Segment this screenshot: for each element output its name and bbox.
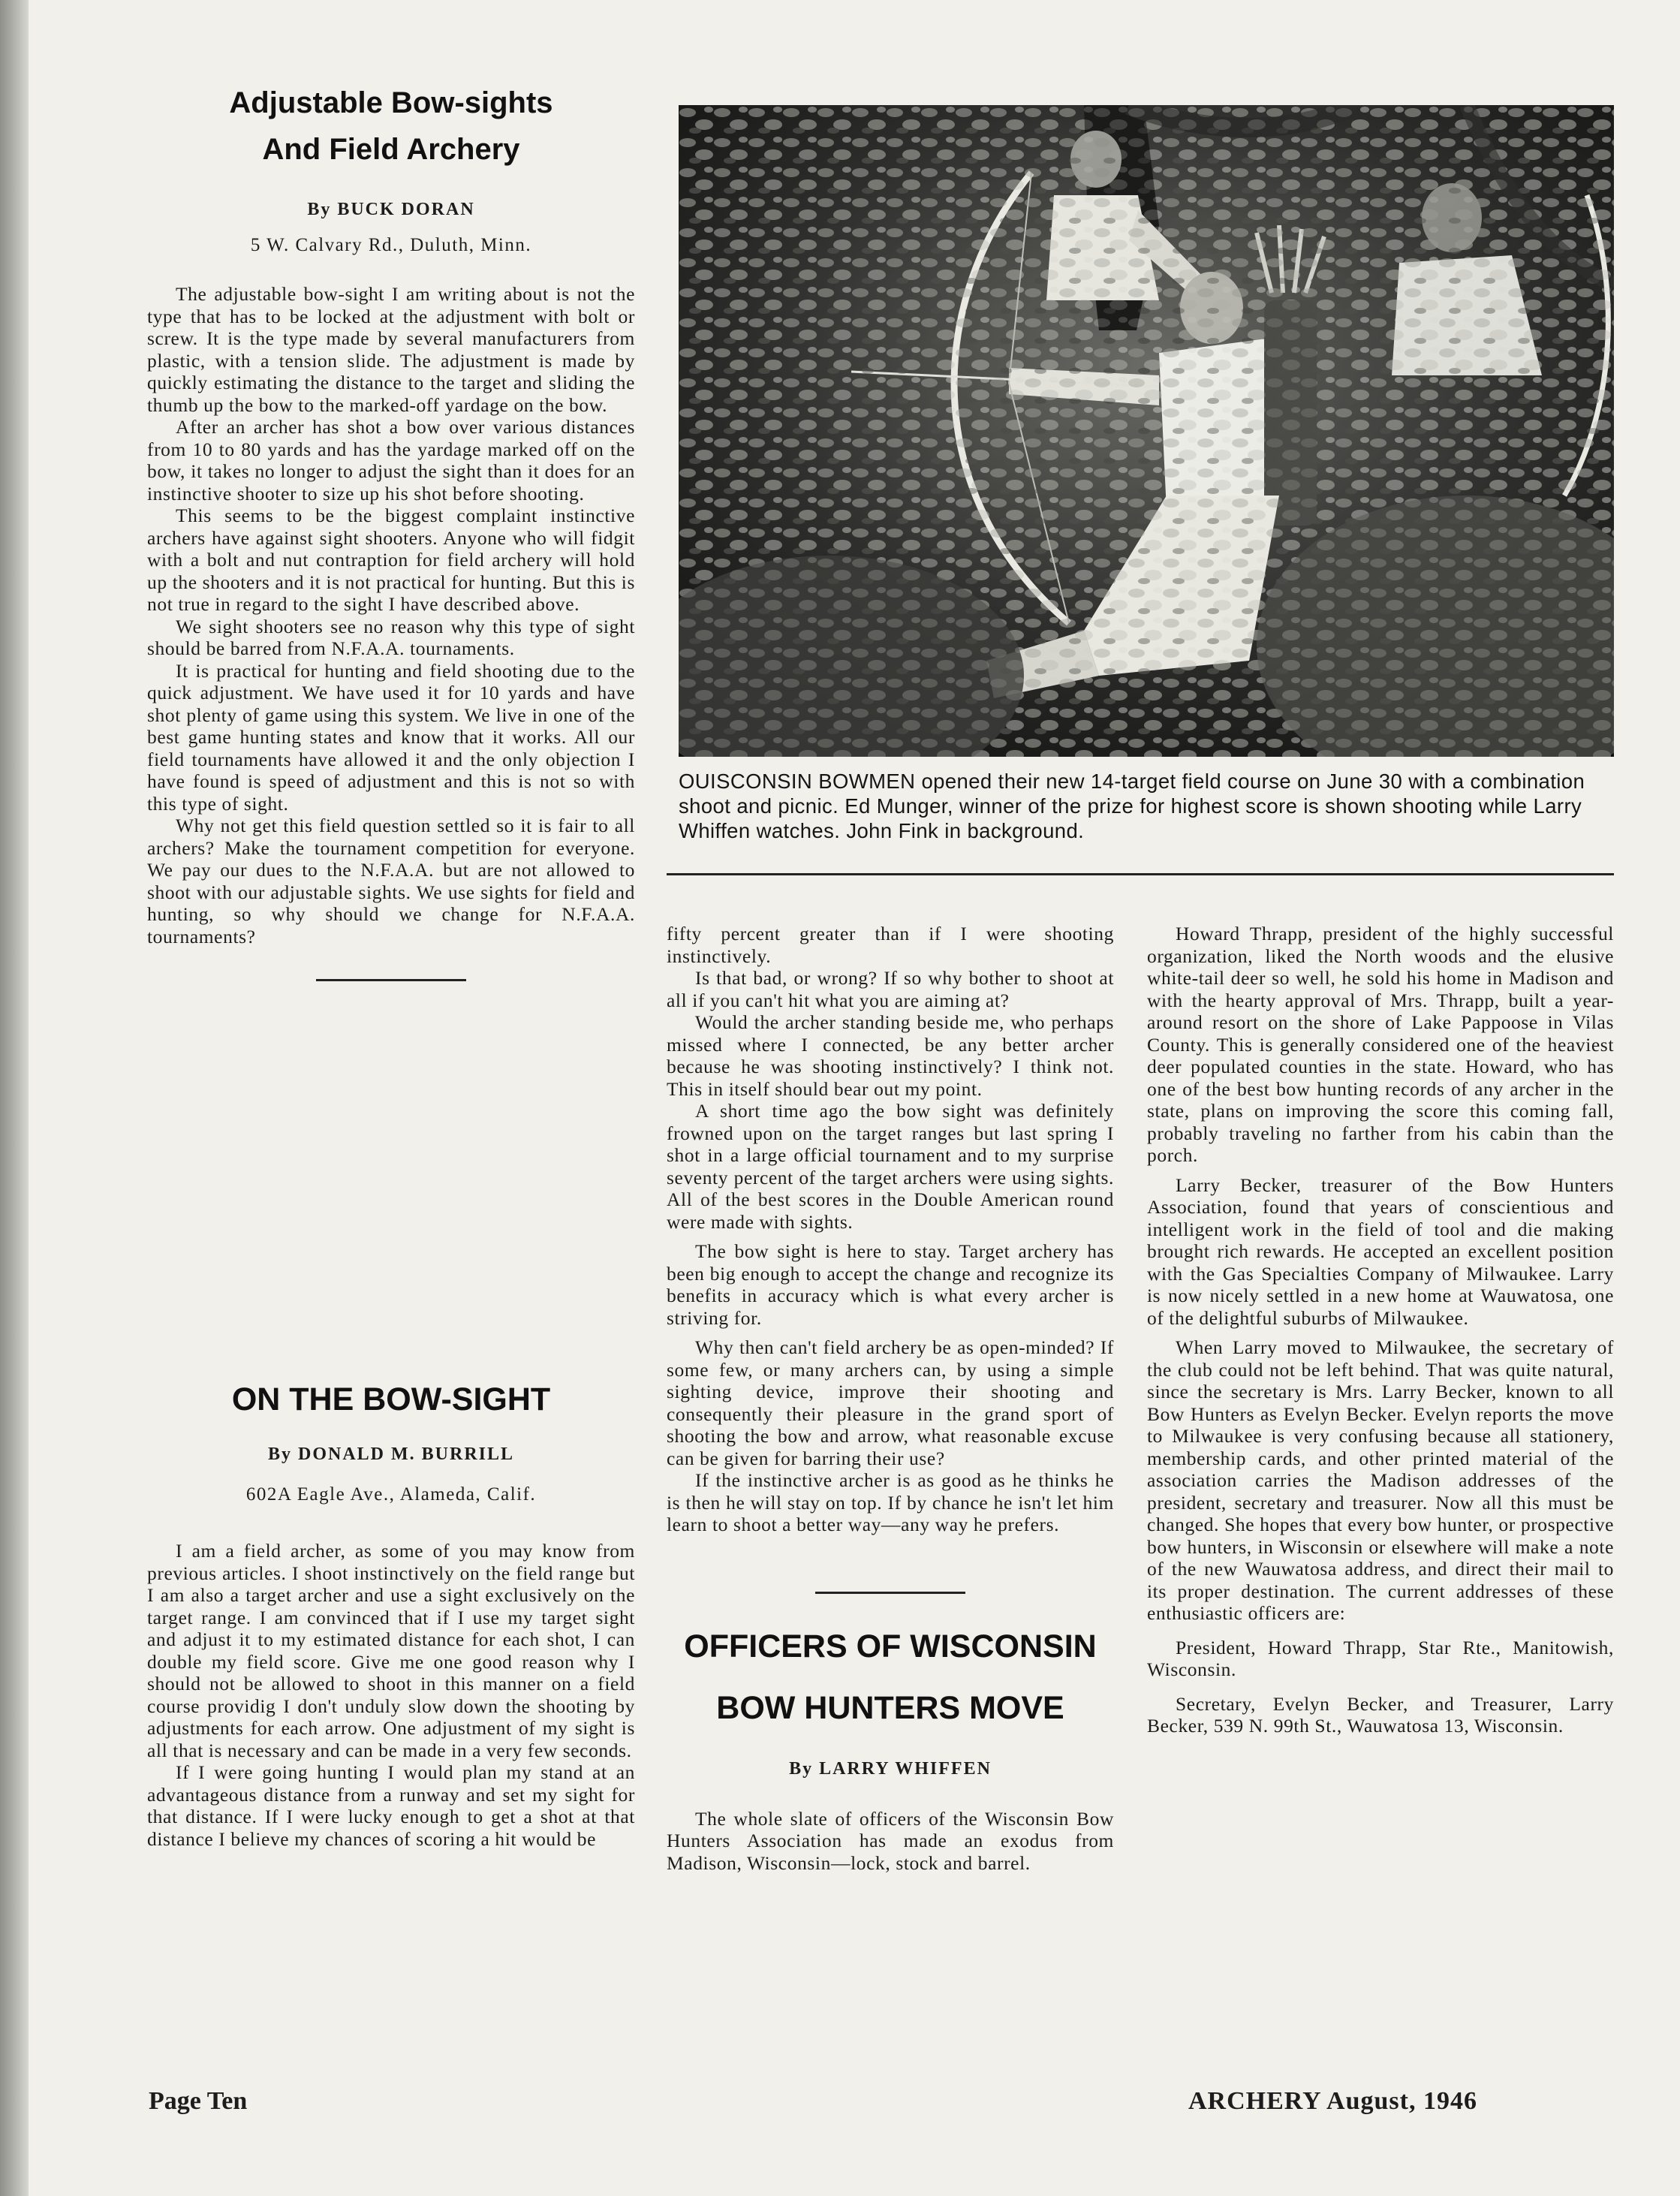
caption-divider: [667, 873, 1614, 875]
article3-paragraph: Howard Thrapp, president of the highly successful organization, liked the North woods and the elusive white-tail deer so well, he sold his home in Madison and with the hearty approval of Mrs. Thrapp, built a year-around resort on the shore of Lake Pappoose in Vilas County. This is generally considered one of the heaviest deer populated counties in the state. Howard, who has one of the best bow hunting records of any archer in the state, plans on improving the score this coming fall, probably traveling no farther from his cabin than the porch.: [1147, 923, 1614, 1166]
article3-paragraph: The whole slate of officers of the Wisconsin Bow Hunters Association has made an exodus from Madison, Wisconsin—lock, stock and barrel.: [667, 1807, 1114, 1874]
article1-paragraph: This seems to be the biggest complaint instinctive archers have against sight shooters. Anyone who will fidgit with a bolt and nut contraption for field archery will hold up the shooters and it is not practical for hunting. But this is not true in regard to the sight I have described above.: [147, 505, 635, 615]
article2-address: 602A Eagle Ave., Alameda, Calif.: [245, 1484, 537, 1505]
magazine-page: [29, 0, 1680, 2196]
article3-paragraph: When Larry moved to Milwaukee, the secretary of the club could not be left behind. That was quite natural, since the secretary is Mrs. Larry Becker, known to all Bow Hunters as Evelyn Becker. Evelyn reports the move to Milwaukee is very confusing because all stationery, membership cards, and other printed material of the association carries the Madison addresses of the president, secretary and treasurer. Now all this must be changed. She hopes that every bow hunter, or prospective bow hunters, in Wisconsin or elsewhere will make a note of the new Wauwatosa address, and direct their mail to its proper destination. The current addresses of these enthusiastic officers are:: [1147, 1336, 1614, 1624]
article-divider: [316, 979, 466, 981]
article3-body-col3: [1147, 923, 1614, 1737]
article3-paragraph: Larry Becker, treasurer of the Bow Hunters Association, found that years of conscientious and intelligent work in the field of tool and die making brought rich rewards. He accepted an excellent position with the Gas Specialties Company of Milwaukee. Larry is now nicely settled in a new home at Wauwatosa, one of the delightful suburbs of Milwaukee.: [1147, 1173, 1614, 1329]
article2-paragraph: If I were going hunting I would plan my stand at an advantageous distance from a runway and set my sight for that distance. If I were lucky enough to get a shot at that distance I believe my chances of scoring a hit would be: [147, 1761, 635, 1850]
photo-caption: OUISCONSIN BOWMEN opened their new 14-target field course on June 30 with a combination shoot and picnic. Ed Munger, winner of the prize for highest score is shown shooting while Larry Whiffen watches. John Fink in background.: [679, 770, 1585, 842]
photo-archers-field-course: [679, 105, 1614, 757]
article-on-the-bow-sight: [147, 1378, 635, 1850]
article2-paragraph: Is that bad, or wrong? If so why bother to shoot at all if you can't hit what you are aiming at?: [667, 967, 1114, 1011]
article1-paragraph: We sight shooters see no reason why this type of sight should be barred from N.F.A.A. tournaments.: [147, 615, 635, 659]
article1-paragraph: After an archer has shot a bow over various distances from 10 to 80 yards and has the yardage marked off on the bow, it takes no longer to adjust the sight than it does for an instinctive shooter to size up his shot before shooting.: [147, 416, 635, 505]
article3-paragraph: President, Howard Thrapp, Star Rte., Manitowish, Wisconsin.: [1147, 1636, 1614, 1680]
article3-title-line1: OFFICERS OF WISCONSIN: [684, 1628, 1097, 1664]
footer-page-number: Page Ten: [149, 2087, 248, 2115]
photo-image: [679, 105, 1614, 757]
middle-column: [667, 923, 1114, 1874]
article1-title-line2: And Field Archery: [262, 133, 520, 166]
right-column: [1147, 923, 1614, 1737]
article3-byline: By LARRY WHIFFEN: [789, 1758, 992, 1779]
article2-body-col2: [667, 923, 1114, 1536]
article2-paragraph: Would the archer standing beside me, who perhaps missed where I connected, be any better archer because he was shooting instinctively? I think not. This in itself should bear out my point.: [667, 1011, 1114, 1100]
footer-masthead: ARCHERY August, 1946: [1188, 2087, 1477, 2115]
article2-paragraph: fifty percent greater than if I were shooting instinctively.: [667, 923, 1114, 967]
page-edge-shadow: [0, 0, 29, 2196]
article1-paragraph: It is practical for hunting and field shooting due to the quick adjustment. We have used it for 10 yards and have shot plenty of game using this system. We live in one of the best game hunting states and know that it works. All our field tournaments have allowed it and the only objection I have found is speed of adjustment and this is not so with this type of sight.: [147, 659, 635, 815]
article2-paragraph: The bow sight is here to stay. Target archery has been big enough to accept the change and recognize its benefits in accuracy which is what every archer is striving for.: [667, 1240, 1114, 1329]
article2-paragraph: A short time ago the bow sight was definitely frowned upon on the target ranges but last spring I shot in a large official tournament and to my surprise seventy percent of the target archers were using sights. All of the best scores in the Double American round were made with sights.: [667, 1100, 1114, 1233]
article2-paragraph: If the instinctive archer is as good as he thinks he is then he will stay on top. If by chance he isn't let him learn to shoot a better way—any way he prefers.: [667, 1469, 1114, 1535]
article2-body-col1: [147, 1540, 635, 1850]
article1-address: 5 W. Calvary Rd., Duluth, Minn.: [250, 235, 532, 255]
article2-title: ON THE BOW-SIGHT: [231, 1381, 551, 1417]
article1-byline: By BUCK DORAN: [307, 200, 475, 219]
article2-paragraph: I am a field archer, as some of you may know from previous articles. I shoot instinctively on the field range but I am also a target archer and use a sight exclusively on the target range. I am convinced that if I use my target sight and adjust it to my estimated distance for each shot, I can double my field score. Give me one good reason why I should not be allowed to shoot in this manner on a field course providig I don't unduly slow down the shooting by adjustments for each arrow. One adjustment of my sight is all that is necessary and can be made in a very few seconds.: [147, 1540, 635, 1761]
article2-paragraph: Why then can't field archery be as open-minded? If some few, or many archers can, by using a simple sighting device, improve their shooting and consequently their pleasure in the grand sport of shooting the bow and arrow, what reasonable excuse can be given for barring their use?: [667, 1336, 1114, 1469]
article1-body: [147, 283, 635, 947]
article3-title-line2: BOW HUNTERS MOVE: [716, 1689, 1064, 1726]
article3-body-col2: [667, 1808, 1114, 1875]
article1-paragraph: The adjustable bow-sight I am writing about is not the type that has to be locked at the adjustment with bolt or screw. It is the type made by several manufacturers from plastic, with a tension slide. The adjustment is made by quickly estimating the distance to the target and sliding the thumb up the bow to the marked-off yardage on the bow.: [147, 283, 635, 416]
article3-paragraph: Secretary, Evelyn Becker, and Treasurer, Larry Becker, 539 N. 99th St., Wauwatosa 13, Wisconsin.: [1147, 1692, 1614, 1737]
article-divider: [815, 1592, 965, 1594]
article2-byline: By DONALD M. BURRILL: [267, 1444, 515, 1464]
article-adjustable-bow-sights: [147, 83, 635, 981]
article1-title-line1: Adjustable Bow-sights: [229, 86, 553, 119]
article1-paragraph: Why not get this field question settled so it is fair to all archers? Make the tournament competition for everyone. We pay our dues to the N.F.A.A. but are not allowed to shoot with our adjustable sights. We use sights for field and hunting, so why should we change for N.F.A.A. tournaments?: [147, 815, 635, 947]
